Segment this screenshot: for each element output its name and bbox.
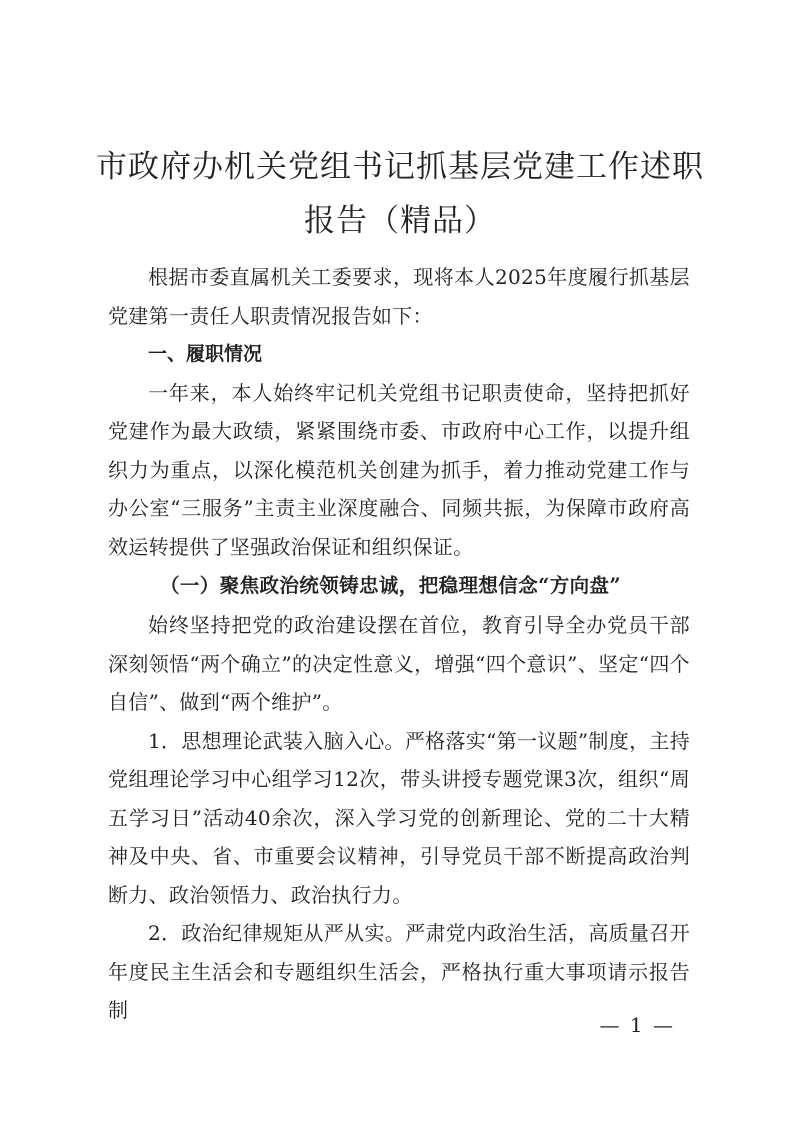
item-1-paragraph: 1．思想理论武装入脑入心。严格落实“第一议题”制度，主持党组理论学习中心组学习12次，带头讲授专题党课3次，组织“周五学习日”活动40余次，深入学习党的创新理论、党的二十大精神及中央、省、市重要会议精神，引导党员干部不断提高政治判断力、政治领悟力、政治执行力。	[108, 728, 690, 907]
subsection-heading-1: （一）聚焦政治统领铸忠诚，把稳理想信念“方向盘”	[160, 574, 622, 597]
section-heading-1: 一、履职情况	[148, 343, 263, 365]
document-body	[108, 258, 690, 1030]
page-number: — 1 —	[599, 1013, 675, 1037]
subsection-1-paragraph: 始终坚持把党的政治建设摆在首位，教育引导全办党员干部深刻领悟“两个确立”的决定性意义，增强“四个意识”、坚定“四个自信”、做到“两个维护”。	[108, 613, 690, 714]
section-1-paragraph: 一年来，本人始终牢记机关党组书记职责使命，坚持把抓好党建作为最大政绩，紧紧围绕市委、市政府中心工作，以提升组织力为重点，以深化模范机关创建为抓手，着力推动党建工作与办公室“三服务”主责主业深度融合、同频共振，为保障市政府高效运转提供了坚强政治保证和组织保证。	[108, 380, 690, 559]
document-title: 市政府办机关党组书记抓基层党建工作述职报告（精品）	[96, 149, 704, 239]
item-2-paragraph: 2．政治纪律规矩从严从实。严肃党内政治生活，高质量召开年度民主生活会和专题组织生活会，严格执行重大事项请示报告制	[108, 921, 690, 1022]
intro-paragraph: 根据市委直属机关工委要求，现将本人2025年度履行抓基层党建第一责任人职责情况报告如下：	[108, 265, 690, 328]
